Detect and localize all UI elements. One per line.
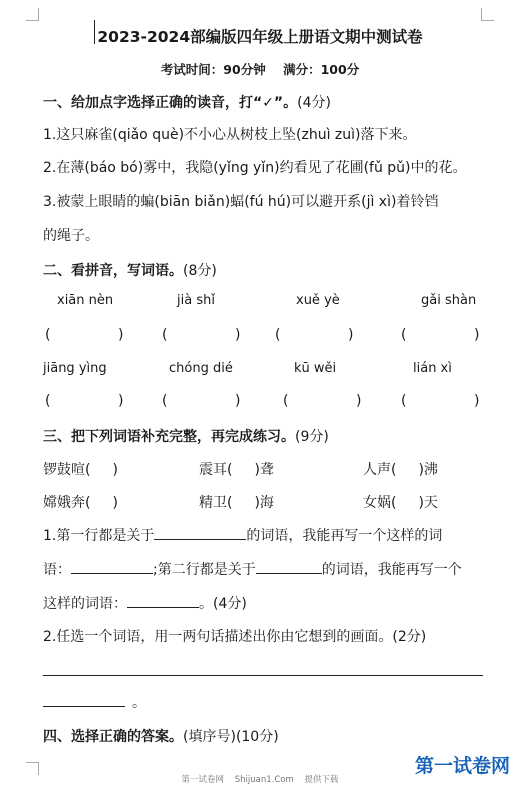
idiom-6-pre: 女娲( (363, 495, 397, 511)
idiom-1-post: ) (112, 462, 118, 478)
answer-box-close-7: ) (356, 393, 362, 409)
idiom-6-post: )天 (418, 495, 438, 511)
q1-blank-topic-2[interactable] (256, 559, 322, 574)
idiom-4-post: ) (112, 495, 118, 511)
section3-heading (43, 426, 329, 446)
answer-box-close-2: ) (235, 327, 241, 343)
section4-heading (43, 726, 279, 746)
section4-score: (10分) (235, 729, 279, 745)
idiom-6-blank[interactable] (396, 493, 418, 507)
idiom-1 (43, 459, 118, 479)
question-1-line-2 (43, 559, 462, 579)
section3-heading-text: 三、把下列词语补充完整，再完成练习。 (43, 429, 295, 445)
q1-text-f: 这样的词语： (43, 596, 127, 612)
pinyin-6: chóng dié (169, 361, 233, 376)
document-title: 2023-2024部编版四年级上册语文期中测试卷 (97, 28, 423, 46)
idiom-2-pre: 震耳( (199, 462, 233, 478)
answer-box-close-1: ) (118, 327, 124, 343)
idiom-2 (199, 459, 274, 479)
idiom-5-pre: 精卫( (199, 495, 233, 511)
idiom-6 (363, 492, 438, 512)
section2-heading-text: 二、看拼音，写词语。 (43, 263, 183, 279)
answer-box-close-3: ) (348, 327, 354, 343)
section1-item-2: 2.在薄(báo bó)雾中，我隐(yǐng yǐn)约看见了花圃(fǔ pǔ)中的花。 (43, 160, 467, 176)
idiom-1-pre: 锣鼓喧( (43, 462, 91, 478)
section2-score: (8分) (183, 263, 217, 279)
corner-mark-top-left (26, 8, 39, 21)
q1-text-a: 1.第一行都是关于 (43, 528, 155, 544)
pinyin-2: jià shǐ (177, 293, 215, 308)
answer-box-close-8: ) (474, 393, 480, 409)
q1-blank-topic-1[interactable] (154, 525, 246, 540)
section2-heading (43, 260, 217, 280)
pinyin-7: kū wěi (294, 361, 337, 376)
answer-box-open-6[interactable]: ( (162, 393, 168, 409)
section1-heading (43, 92, 331, 112)
exam-info: 考试时间：90分钟 满分：100分 (160, 62, 360, 77)
section1-item-1: 1.这只麻雀(qiǎo què)不小心从树枝上坠(zhuì zuì)落下来。 (43, 127, 417, 143)
pinyin-3: xuě yè (296, 293, 340, 308)
answer-line-1[interactable] (43, 675, 483, 676)
answer-box-open-7[interactable]: ( (283, 393, 289, 409)
answer-box-open-2[interactable]: ( (162, 327, 168, 343)
corner-mark-top-right (481, 8, 494, 21)
q1-text-e: 的词语，我能再写一个 (321, 562, 462, 578)
idiom-3-post: )沸 (418, 462, 438, 478)
idiom-2-blank[interactable] (232, 460, 254, 474)
answer-line-end: 。 (132, 695, 146, 711)
question-1-line-3 (43, 593, 247, 613)
pinyin-5: jiāng yìng (43, 361, 107, 376)
pinyin-8: lián xì (413, 361, 452, 376)
idiom-1-blank[interactable] (90, 460, 112, 474)
pinyin-1: xiān nèn (57, 293, 114, 308)
site-watermark: 第一试卷网 (414, 755, 510, 777)
q1-text-g: 。(4分) (199, 596, 247, 612)
section1-item-3: 3.被蒙上眼睛的蝙(biān biǎn)蝠(fú hú)可以避开系(jì xì)着铃铛 (43, 194, 439, 210)
q1-blank-word-1[interactable] (71, 559, 153, 574)
idiom-5 (199, 492, 274, 512)
idiom-2-post: )聋 (254, 462, 274, 478)
section1-heading-text: 一、给加点字选择正确的读音，打“✓”。 (43, 95, 298, 111)
answer-box-close-5: ) (118, 393, 124, 409)
idiom-5-blank[interactable] (232, 493, 254, 507)
idiom-4 (43, 492, 118, 512)
idiom-3 (363, 459, 438, 479)
q1-text-b: 的词语，我能再写一个这样的词 (246, 528, 443, 544)
answer-box-open-5[interactable]: ( (45, 393, 51, 409)
pinyin-4: gǎi shàn (421, 293, 477, 308)
section1-score: (4分) (297, 95, 331, 111)
section1-item-3-cont: 的绳子。 (43, 228, 99, 244)
answer-box-open-1[interactable]: ( (45, 327, 51, 343)
question-1-line-1 (43, 525, 442, 545)
idiom-5-post: )海 (254, 495, 274, 511)
q1-text-c: 语： (43, 562, 71, 578)
answer-box-open-8[interactable]: ( (401, 393, 407, 409)
section3-score: (9分) (295, 429, 329, 445)
section4-note: (填序号) (183, 729, 236, 745)
answer-box-close-6: ) (235, 393, 241, 409)
q1-text-d: ;第二行都是关于 (153, 562, 256, 578)
idiom-4-pre: 嫦娥奔( (43, 495, 91, 511)
answer-box-open-3[interactable]: ( (275, 327, 281, 343)
q1-blank-word-2[interactable] (127, 593, 199, 608)
answer-line-2[interactable] (43, 706, 125, 707)
idiom-4-blank[interactable] (90, 493, 112, 507)
footer-text: 第一试卷网 Shijuan1.Com 提供下载 (181, 775, 339, 785)
idiom-3-blank[interactable] (396, 460, 418, 474)
idiom-3-pre: 人声( (363, 462, 397, 478)
section4-heading-text: 四、选择正确的答案。 (43, 729, 183, 745)
answer-box-open-4[interactable]: ( (401, 327, 407, 343)
question-2: 2.任选一个词语，用一两句话描述出你由它想到的画面。(2分) (43, 629, 427, 645)
answer-box-close-4: ) (474, 327, 480, 343)
